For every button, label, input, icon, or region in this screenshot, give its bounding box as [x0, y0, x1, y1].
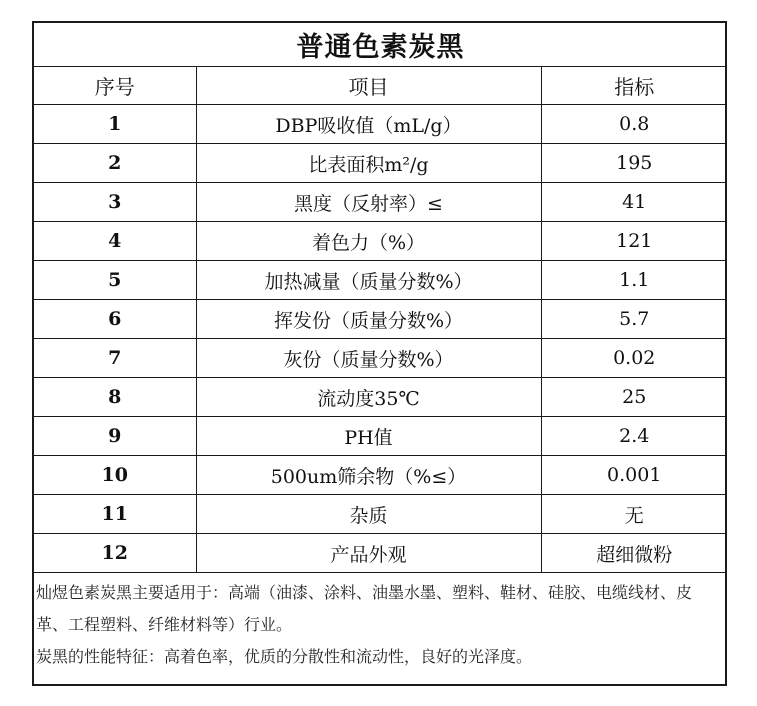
notes-section — [34, 573, 725, 673]
row-item: 流动度35℃ — [196, 378, 541, 417]
row-number: 1 — [34, 105, 196, 144]
row-item: 500um筛余物（%≤） — [196, 456, 541, 495]
header-no: 序号 — [34, 67, 196, 105]
row-item: PH值 — [196, 417, 541, 456]
table-title: 普通色素炭黑 — [34, 23, 727, 67]
row-value: 5.7 — [541, 300, 727, 339]
row-value: 0.001 — [541, 456, 727, 495]
header-row — [34, 67, 727, 105]
table-row — [34, 378, 727, 417]
row-item: DBP吸收值（mL/g） — [196, 105, 541, 144]
row-number: 11 — [34, 495, 196, 534]
header-item: 项目 — [196, 67, 541, 105]
row-value: 121 — [541, 222, 727, 261]
row-value: 无 — [541, 495, 727, 534]
row-value: 25 — [541, 378, 727, 417]
row-item: 加热减量（质量分数%） — [196, 261, 541, 300]
table-row — [34, 183, 727, 222]
row-item: 杂质 — [196, 495, 541, 534]
note-paragraph: 灿煜色素炭黑主要适用于：高端（油漆、涂料、油墨水墨、塑料、鞋材、硅胶、电缆线材、皮革、工程塑料、纤维材料等）行业。 — [36, 583, 693, 634]
row-number: 8 — [34, 378, 196, 417]
table-row — [34, 222, 727, 261]
table-row — [34, 144, 727, 183]
row-number: 9 — [34, 417, 196, 456]
row-item: 灰份（质量分数%） — [196, 339, 541, 378]
row-number: 7 — [34, 339, 196, 378]
row-number: 6 — [34, 300, 196, 339]
row-item: 挥发份（质量分数%） — [196, 300, 541, 339]
table-row — [34, 300, 727, 339]
row-value: 0.8 — [541, 105, 727, 144]
table-row — [34, 417, 727, 456]
row-number: 10 — [34, 456, 196, 495]
row-value: 0.02 — [541, 339, 727, 378]
row-value: 195 — [541, 144, 727, 183]
row-number: 12 — [34, 534, 196, 573]
table-row — [34, 534, 727, 573]
row-value: 1.1 — [541, 261, 727, 300]
row-value: 超细微粉 — [541, 534, 727, 573]
table-row — [34, 495, 727, 534]
row-item: 比表面积m²/g — [196, 144, 541, 183]
row-number: 4 — [34, 222, 196, 261]
note-paragraph: 炭黑的性能特征：高着色率，优质的分散性和流动性，良好的光泽度。 — [36, 647, 533, 666]
table-row — [34, 456, 727, 495]
header-value: 指标 — [541, 67, 727, 105]
row-number: 3 — [34, 183, 196, 222]
spec-sheet — [32, 21, 727, 686]
row-number: 5 — [34, 261, 196, 300]
title-row — [34, 23, 727, 67]
row-item: 着色力（%） — [196, 222, 541, 261]
row-item: 黑度（反射率）≤ — [196, 183, 541, 222]
table-row — [34, 339, 727, 378]
table-row — [34, 261, 727, 300]
spec-table — [34, 23, 727, 573]
table-row — [34, 105, 727, 144]
row-number: 2 — [34, 144, 196, 183]
row-item: 产品外观 — [196, 534, 541, 573]
row-value: 2.4 — [541, 417, 727, 456]
row-value: 41 — [541, 183, 727, 222]
